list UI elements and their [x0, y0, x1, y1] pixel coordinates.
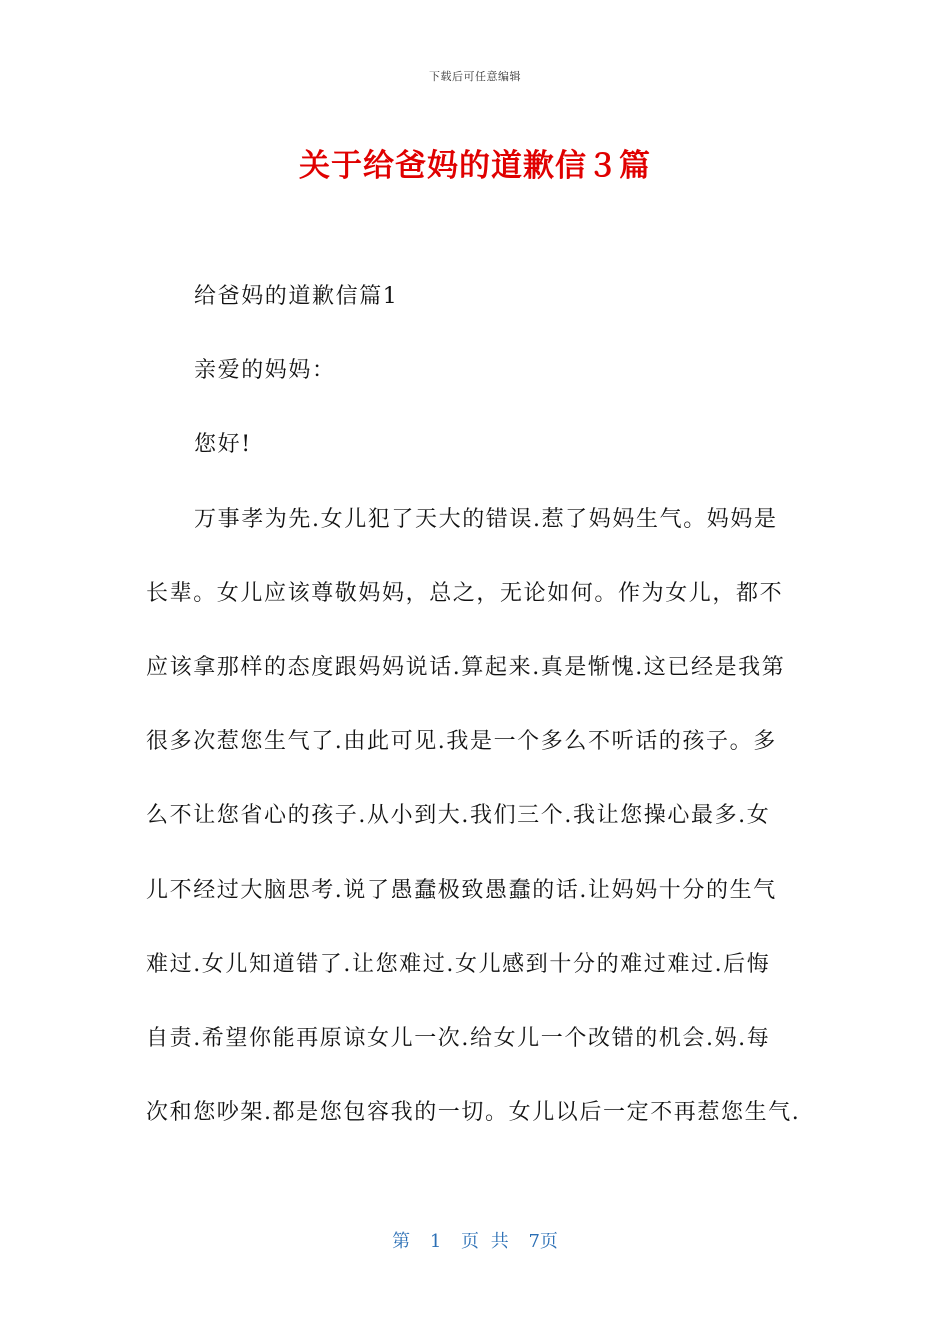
body-line: 儿不经过大脑思考.说了愚蠢极致愚蠢的话.让妈妈十分的生气	[146, 878, 777, 903]
body-line: 应该拿那样的态度跟妈妈说话.算起来.真是惭愧.这已经是我第	[146, 655, 786, 680]
document-title: 关于给爸妈的道歉信３篇	[299, 148, 651, 184]
body-line: 万事孝为先.女儿犯了天大的错误.惹了妈妈生气。妈妈是	[194, 507, 778, 532]
footer-middle: 页 共	[461, 1231, 509, 1252]
body-line: 难过.女儿知道错了.让您难过.女儿感到十分的难过难过.后悔	[146, 952, 771, 977]
salutation: 亲爱的妈妈：	[194, 358, 336, 383]
body-line: 长辈。女儿应该尊敬妈妈，总之，无论如何。作为女儿，都不	[146, 581, 784, 606]
body-line: 自责.希望你能再原谅女儿一次.给女儿一个改错的机会.妈.每	[146, 1026, 771, 1051]
footer-prefix: 第	[392, 1231, 411, 1252]
body-line: 很多次惹您生气了.由此可见.我是一个多么不听话的孩子。多	[146, 729, 777, 754]
body-line: 次和您吵架.都是您包容我的一切。女儿以后一定不再惹您生气.	[146, 1100, 801, 1125]
body-line: 么不让您省心的孩子.从小到大.我们三个.我让您操心最多.女	[146, 803, 771, 828]
footer-total-pages: 7页	[528, 1231, 558, 1252]
header-note: 下载后可任意编辑	[429, 70, 521, 83]
greeting: 您好!	[194, 432, 252, 457]
page-footer	[0, 1227, 950, 1253]
footer-current-page: 1	[429, 1231, 442, 1252]
section-heading: 给爸妈的道歉信篇1	[194, 284, 399, 309]
